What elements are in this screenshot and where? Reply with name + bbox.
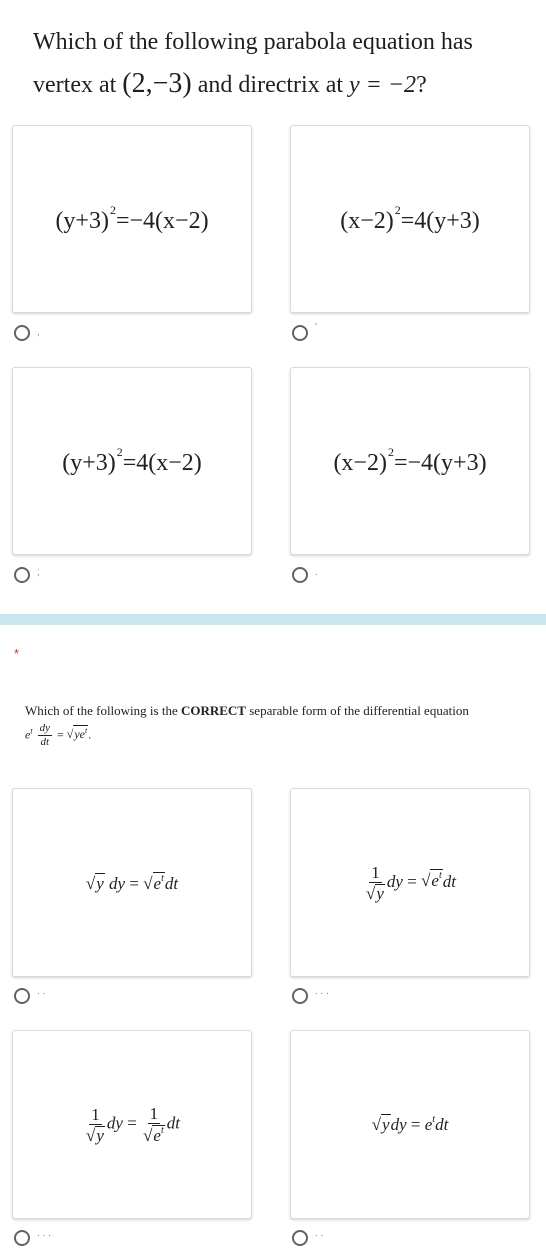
q2-option-a-card[interactable] [12,788,252,977]
question-2-equation: $e^t$ $\frac{dy}{dt}$ = √ $ye^t$ . [25,722,92,748]
q2-option-c-equation: 1 √ y dy = 1 √ $e^t$ dt [86,1104,180,1145]
directrix-value: y = −2 [349,72,417,98]
q1-option-c-card[interactable] [12,367,252,555]
question-1-middle: and directrix at [191,72,350,98]
q1-option-a-radio[interactable] [14,325,30,341]
q2-option-d-radio[interactable] [292,1230,308,1246]
required-asterisk: * [14,646,20,661]
q1-option-d-radio[interactable] [292,567,308,583]
q2-option-a-radio[interactable] [14,988,30,1004]
q1-option-a-card[interactable] [12,125,252,313]
question-1-prefix: Which of the following parabola equation has vertex at [33,29,473,98]
question-2-text [25,703,535,748]
q1-option-d-equation: $(x-2)^2=-4(y+3)$ [333,445,487,476]
question-2-sentence: Which of the following is the CORRECT separable form of the differential equation [25,703,469,718]
q1-option-a-equation: $(y+3)^2=-4(x-2)$ [55,203,209,234]
q1-option-b-marker: ' [315,322,317,333]
q1-option-c-radio[interactable] [14,567,30,583]
q2-option-d-marker: . . [315,1228,324,1239]
question-1-suffix: ? [416,72,427,98]
q1-option-d-card[interactable] [290,367,530,555]
q1-option-c-equation: $(y+3)^2=4(x-2)$ [62,445,202,476]
q2-option-a-marker: . . [37,986,46,997]
q2-option-b-card[interactable] [290,788,530,977]
q2-option-d-card[interactable] [290,1030,530,1219]
q2-option-a-equation: √ y dy = √ $e^t$ dt [85,872,179,893]
q2-option-d-equation: √ y dy = $e^tdt$ [371,1114,449,1134]
vertex-value: (2,−3) [122,68,192,99]
section-divider [0,614,546,625]
q1-option-c-marker: ; [37,567,40,578]
q1-option-d-marker: . [315,567,318,578]
q2-option-b-marker: . . . [315,986,329,997]
q1-option-b-radio[interactable] [292,325,308,341]
q2-option-c-radio[interactable] [14,1230,30,1246]
q1-option-a-marker: , [37,327,40,338]
question-1-text [33,22,538,106]
q1-option-b-equation: $(x-2)^2=4(y+3)$ [340,203,480,234]
q2-option-b-radio[interactable] [292,988,308,1004]
q2-option-c-marker: . . . [37,1228,51,1239]
q2-option-b-equation: 1 √ y dy = √ $e^t$ dt [366,862,456,903]
q1-option-b-card[interactable] [290,125,530,313]
q2-option-c-card[interactable] [12,1030,252,1219]
